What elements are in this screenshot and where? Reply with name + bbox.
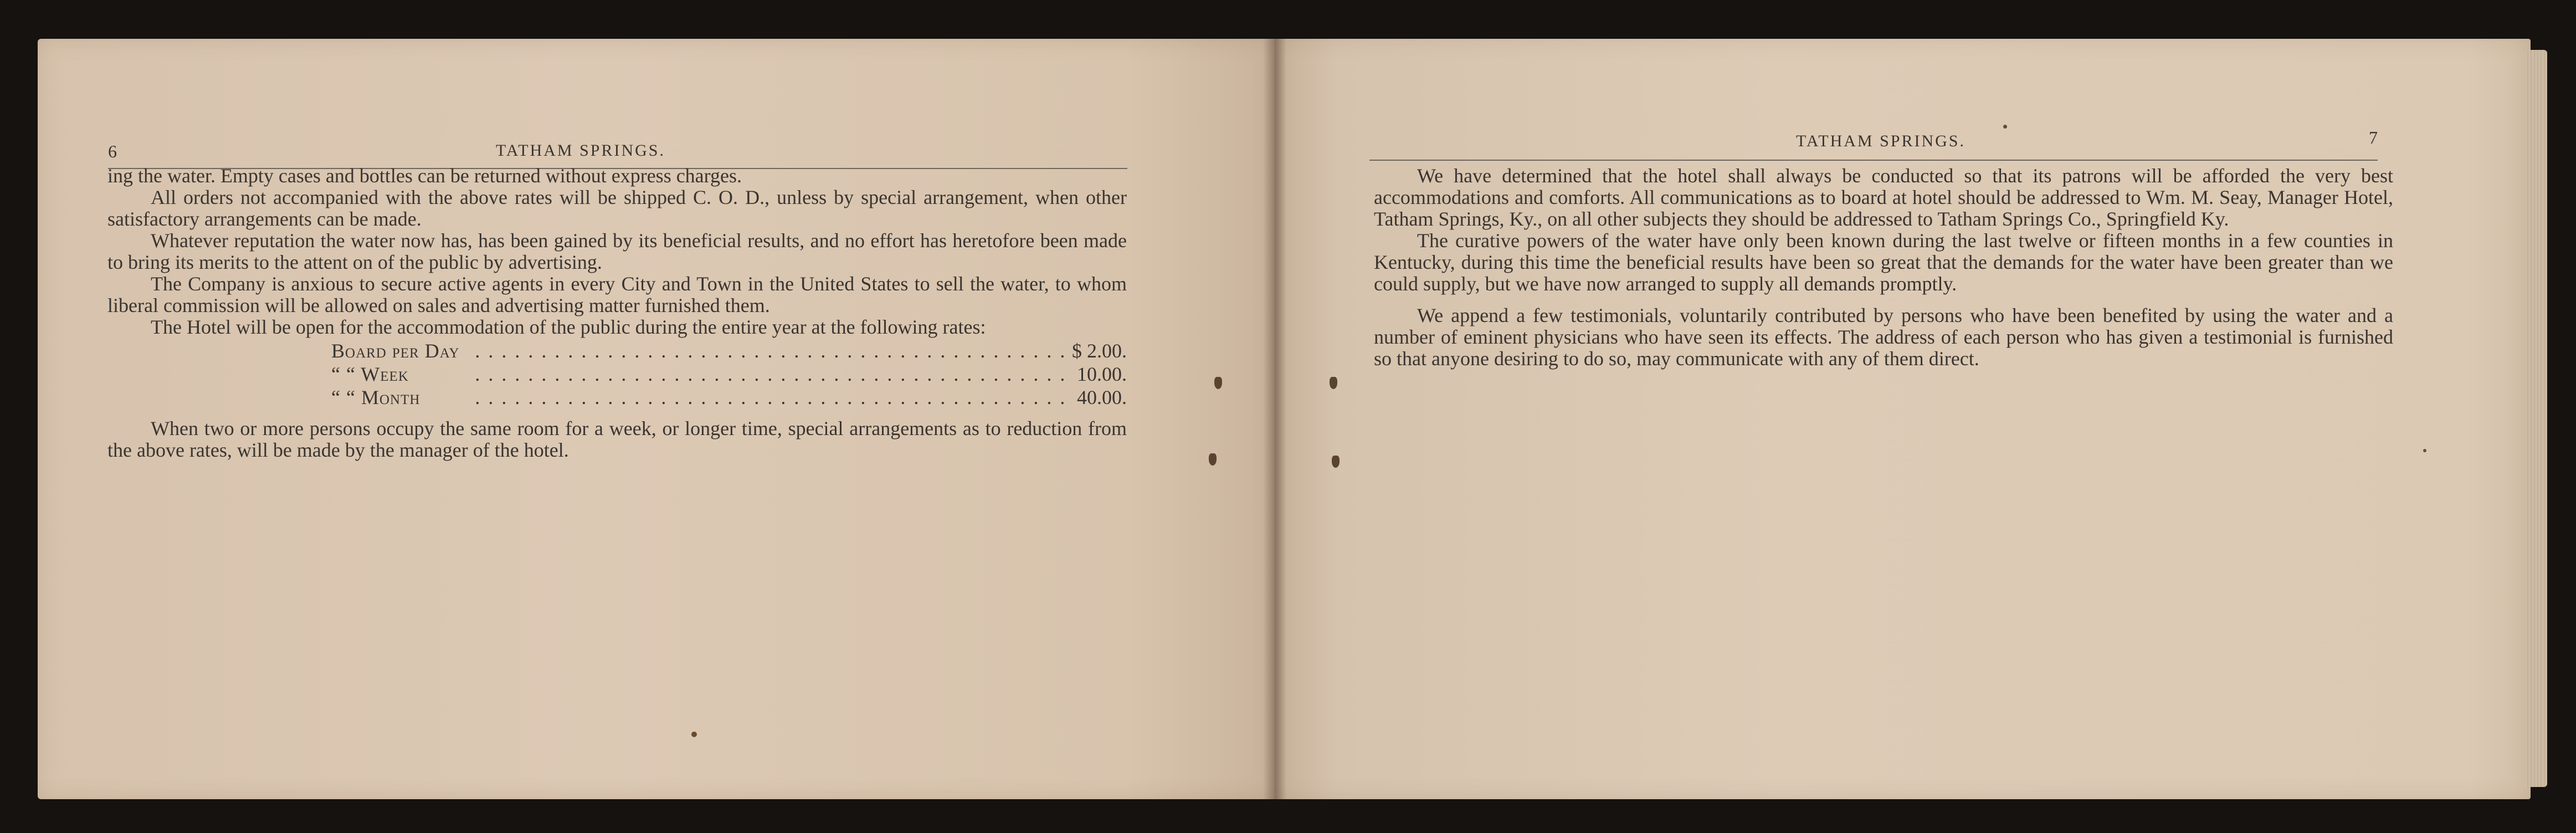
ink-speck [691,732,697,737]
rate-label: “ “ Month [331,386,420,408]
rate-label: “ “ Week [331,363,409,385]
rate-row [107,340,1127,364]
stitch-hole [1214,377,1222,389]
rate-price: 40.00. [1077,386,1127,408]
right-page-header [1369,127,2378,161]
binding-gutter [1263,39,1286,799]
left-page-body [107,165,1127,461]
page-edges [2525,50,2547,787]
left-paragraph: All orders not accompanied with the above rates will be shipped C. O. D., unless by special arrangement, when other satisfactory arrangements can be made. [107,186,1127,230]
rate-leader-dots: . . . . . . . . . . . . . . . . . . . . . . . . . . . . . . . . . . . . . . . . . . . . . [475,340,1067,362]
left-closing-paragraph: When two or more persons occupy the same room for a week, or longer time, special arrangements as to reduction from the above rates, will be made by the manager of the hotel. [107,417,1127,461]
right-page-body [1374,165,2393,370]
left-paragraph: The Hotel will be open for the accommodation of the public during the entire year at the following rates: [151,316,986,338]
stitch-hole [1330,377,1337,389]
right-running-title: TATHAM SPRINGS. [1796,132,1966,150]
rate-leader-dots: . . . . . . . . . . . . . . . . . . . . . . . . . . . . . . . . . . . . . . . . . . . . . [475,363,1067,385]
stitch-hole [1209,453,1217,466]
right-page-number: 7 [2369,127,2378,147]
rate-price: 10.00. [1077,363,1127,385]
rate-row [107,387,1127,410]
rate-row [107,364,1127,387]
left-page-number: 6 [108,141,117,161]
rate-leader-dots: . . . . . . . . . . . . . . . . . . . . . . . . . . . . . . . . . . . . . . . . . . . . . [475,386,1067,408]
left-running-title: TATHAM SPRINGS. [496,141,665,160]
rate-label: Board per Day [331,340,460,362]
right-paragraph: We append a few testimonials, voluntarily contributed by persons who have been benefited by using the water and a number of eminent physicians who have seen its effects. The address of each person who has given a testimonial is furnished so that anyone desiring to do so, may communicate with any of them direct. [1374,304,2393,370]
ink-speck [2003,125,2007,129]
stitch-hole [1332,456,1340,468]
right-paragraph: The curative powers of the water have only been known during the last twelve or fifteen months in a few counties in Kentucky, during this time the beneficial results have been so great that the demands for the water have been greater than we could supply, but we have now arranged to supply all demands promptly. [1374,229,2393,295]
rate-price: $ 2.00. [1072,340,1127,362]
left-paragraph: ing the water. Empty cases and bottles can be returned without express charges. [107,165,742,187]
left-paragraph: The Company is anxious to secure active agents in every City and Town in the United States to sell the water, to whom liberal commission will be allowed on sales and advertising matter furnished them. [107,273,1127,316]
right-paragraph: We have determined that the hotel shall always be conducted so that its patrons will be afforded the very best accommodations and comforts. All communications as to board at hotel should be addressed to Wm. M. Seay, Manager Hotel, Tatham Springs, Ky., on all other subjects they should be addressed to Tatham Springs Co., Springfield Ky. [1374,165,2393,230]
ink-speck [2423,449,2426,452]
left-paragraph: Whatever reputation the water now has, has been gained by its beneficial results, and no effort has heretofore been made to bring its merits to the attent on of the public by advertising. [107,229,1127,273]
rates-table [107,340,1127,410]
